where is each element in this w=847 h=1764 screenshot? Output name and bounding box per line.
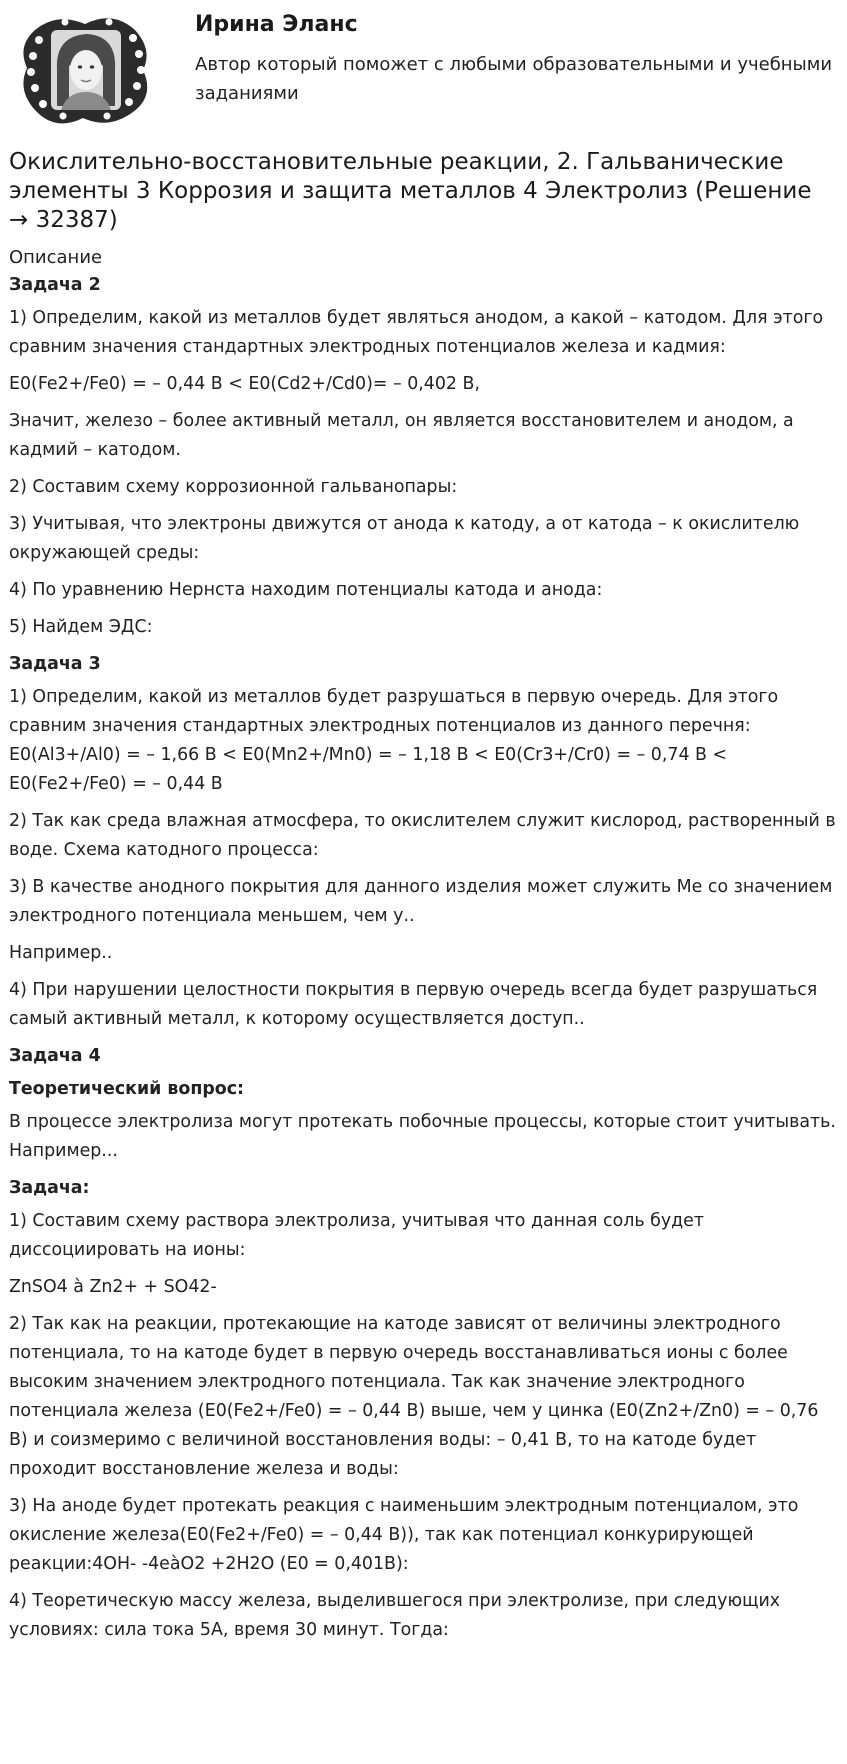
paragraph: 5) Найдем ЭДС:	[9, 617, 153, 637]
description-label: Описание	[9, 247, 103, 268]
paragraph: 1) Определим, какой из металлов будет являться анодом, а какой – катодом. Для этого сравним значения стандартных электродных потенциалов железа и кадмия:	[9, 308, 824, 357]
paragraph: 3) Учитывая, что электроны движутся от анода к катоду, а от катода – к окислителю окружающей среды:	[9, 514, 800, 563]
solution-content	[9, 271, 838, 1645]
paragraph: 2) Так как на реакции, протекающие на катоде зависят от величины электродного потенциала, то на катоде будет в первую очередь восстанавливаться ионы с более высоким значением электродного потенциала. Так как значение электродного потенциала железа (E0(Fe2+/Fe0) = – 0,44 В) выше, чем у цинка (E0(Zn2+/Zn0) = – 0,76 В) и соизмеримо с величиной восстановления воды: – 0,41 В, то на катоде будет проходит восстановление железа и воды:	[9, 1314, 819, 1479]
section-heading: Задача 2	[9, 275, 101, 295]
paragraph: 1) Определим, какой из металлов будет разрушаться в первую очередь. Для этого сравним значения стандартных электродных потенциалов из данного перечня: E0(Al3+/Al0) = – 1,66 В < E0(Mn2+/Mn0) = – 1,18 В < E0(Cr3+/Cr0) = – 0,74 В < E0(Fe2+/Fe0) = – 0,44 В	[9, 687, 779, 794]
section-heading: Задача 4	[9, 1046, 101, 1066]
paragraph: В процессе электролиза могут протекать побочные процессы, которые стоит учитывать. Например...	[9, 1112, 836, 1161]
paragraph: 2) Так как среда влажная атмосфера, то окислителем служит кислород, растворенный в воде. Схема катодного процесса:	[9, 811, 836, 860]
paragraph: 4) При нарушении целостности покрытия в первую очередь всегда будет разрушаться самый активный металл, к которому осуществляется доступ..	[9, 980, 818, 1029]
paragraph: 4) По уравнению Нернста находим потенциалы катода и анода:	[9, 580, 603, 600]
author-card	[9, 0, 838, 128]
page-title: Окислительно-восстановительные реакции, 2. Гальванические элементы 3 Коррозия и защита металлов 4 Электролиз (Решение → 32387)	[9, 149, 812, 233]
paragraph: Например..	[9, 943, 113, 963]
paragraph: 1) Составим схему раствора электролиза, учитывая что данная соль будет диссоциировать на ионы:	[9, 1211, 704, 1260]
paragraph: Значит, железо – более активный металл, он является восстановителем и анодом, а кадмий – катодом.	[9, 411, 794, 460]
paragraph: 2) Составим схему коррозионной гальванопары:	[9, 477, 458, 497]
avatar-photo-icon[interactable]	[17, 10, 153, 128]
paragraph: 3) В качестве анодного покрытия для данного изделия может служить Me со значением электродного потенциала меньшем, чем у..	[9, 877, 833, 926]
paragraph: E0(Fe2+/Fe0) = – 0,44 В < E0(Cd2+/Cd0)= – 0,402 В,	[9, 374, 480, 394]
author-description: Автор который поможет с любыми образовательными и учебными заданиями	[195, 54, 833, 104]
section-heading: Задача:	[9, 1178, 90, 1198]
paragraph: 4) Теоретическую массу железа, выделившегося при электролизе, при следующих условиях: сила тока 5А, время 30 минут. Тогда:	[9, 1591, 781, 1640]
section-heading: Теоретический вопрос:	[9, 1079, 245, 1099]
section-heading: Задача 3	[9, 654, 101, 674]
author-name[interactable]: Ирина Эланс	[195, 12, 358, 37]
paragraph: ZnSO4 à Zn2+ + SO42-	[9, 1277, 217, 1297]
paragraph: 3) На аноде будет протекать реакция с наименьшим электродным потенциалом, это окисление железа(E0(Fe2+/Fe0) = – 0,44 В)), так как потенциал конкурирующей реакции:4OH- -4eàO2 +2H2O (E0 = 0,401В):	[9, 1496, 799, 1574]
